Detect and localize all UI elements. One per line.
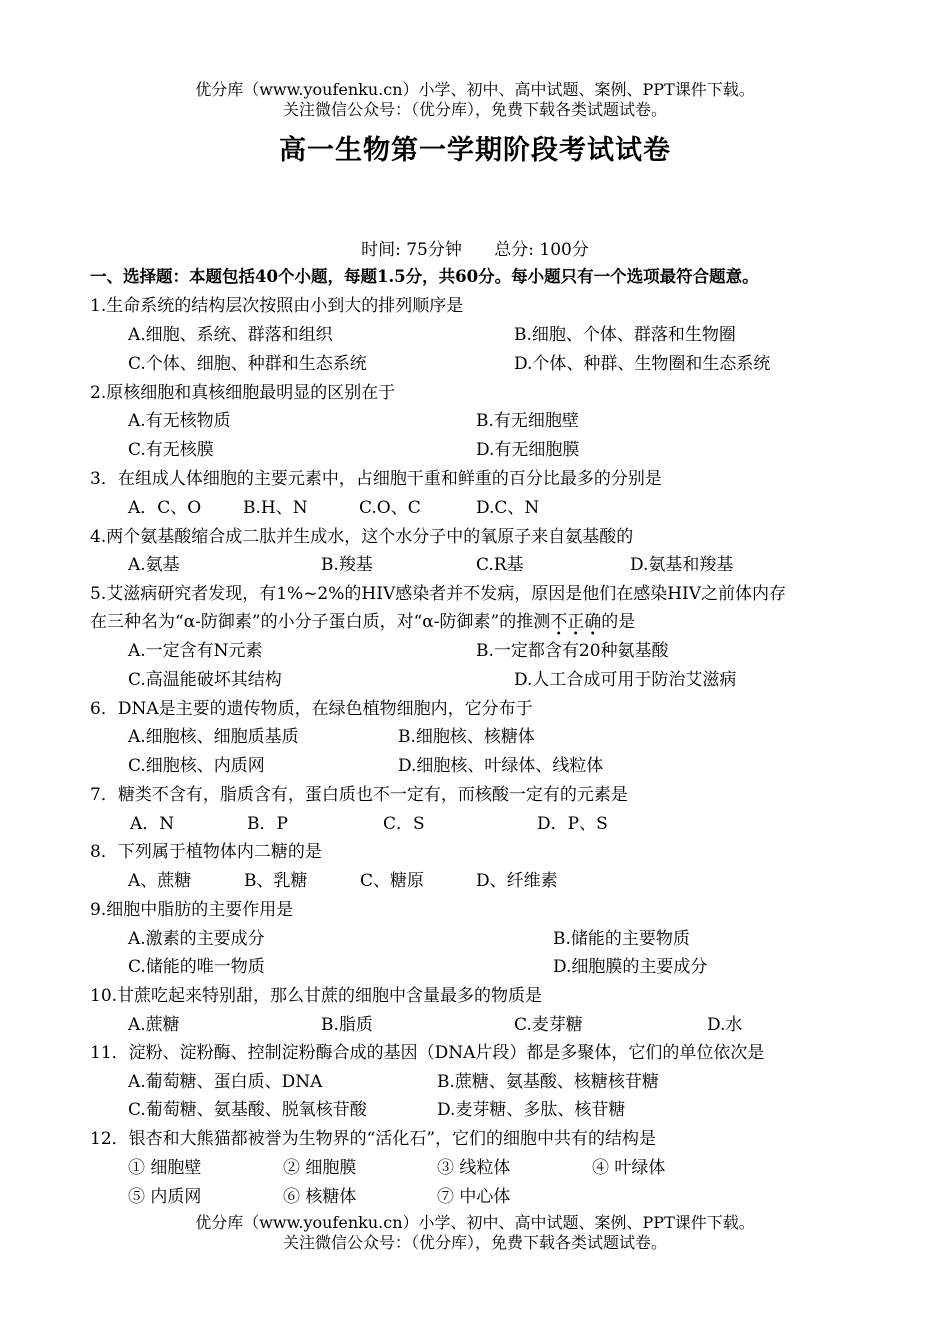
emphasis-char-3: 确 bbox=[584, 612, 602, 632]
question-1-stem: 1.生命系统的结构层次按照由小到大的排列顺序是 bbox=[90, 296, 464, 316]
question-9-option-c: C.储能的唯一物质 bbox=[128, 957, 265, 977]
page-title: 高一生物第一学期阶段考试试卷 bbox=[279, 135, 671, 166]
question-1-option-c: C.个体、细胞、种群和生态系统 bbox=[128, 354, 367, 374]
question-11-option-d: D.麦芽糖、多肽、核苷糖 bbox=[437, 1100, 626, 1120]
question-12-item-1: ① 细胞壁 bbox=[128, 1158, 202, 1178]
question-5-emphasis bbox=[550, 612, 601, 632]
question-4-stem: 4.两个氨基酸缩合成二肽并生成水，这个水分子中的氧原子来自氨基酸的 bbox=[90, 527, 634, 547]
question-8-stem: 8．下列属于植物体内二糖的是 bbox=[90, 842, 322, 862]
question-2-option-a: A.有无核物质 bbox=[128, 411, 231, 431]
question-12-item-4: ④ 叶绿体 bbox=[592, 1158, 666, 1178]
question-1-option-b: B.细胞、个体、群落和生物圈 bbox=[514, 325, 736, 345]
question-5-stem-part-c: 的是 bbox=[601, 612, 636, 632]
question-10-option-d: D.水 bbox=[707, 1015, 743, 1035]
question-5-stem: 5.艾滋病研究者发现，有1%~2%的HIV感染者并不发病，原因是他们在感染HIV之前体内存 bbox=[90, 584, 787, 604]
question-5-stem-continued bbox=[90, 612, 635, 632]
question-12-item-3: ③ 线粒体 bbox=[437, 1158, 511, 1178]
question-4-option-d: D.氨基和羧基 bbox=[630, 555, 734, 575]
question-3-option-a: A．C、O bbox=[128, 498, 202, 518]
question-7-option-a: A．N bbox=[130, 814, 175, 834]
question-5-option-b: B.一定都含有20种氨基酸 bbox=[476, 641, 669, 661]
question-7-stem: 7．糖类不含有，脂质含有，蛋白质也不一定有，而核酸一定有的元素是 bbox=[90, 785, 628, 805]
question-3-option-c: C.O、C bbox=[359, 498, 421, 518]
question-6-option-c: C.细胞核、内质网 bbox=[128, 756, 265, 776]
emphasis-char-1: 不 bbox=[550, 612, 568, 632]
question-3-option-d: D.C、N bbox=[476, 498, 540, 518]
question-7-option-b: B．P bbox=[247, 814, 288, 834]
question-12-stem: 12．银杏和大熊猫都被誉为生物界的“活化石”，它们的细胞中共有的结构是 bbox=[90, 1129, 657, 1149]
header-line-1: 优分库（www.youfenku.cn）小学、初中、高中试题、案例、PPT课件下载。 bbox=[195, 80, 755, 99]
question-10-option-a: A.蔗糖 bbox=[128, 1015, 180, 1035]
question-11-option-c: C.葡萄糖、氨基酸、脱氧核苷酸 bbox=[128, 1100, 367, 1120]
question-12-item-7: ⑦ 中心体 bbox=[437, 1187, 511, 1207]
emphasis-char-2: 正 bbox=[567, 612, 585, 632]
question-12-item-2: ② 细胞膜 bbox=[283, 1158, 357, 1178]
question-11-option-b: B.蔗糖、氨基酸、核糖核苷糖 bbox=[437, 1072, 659, 1092]
question-5-option-c: C.高温能破坏其结构 bbox=[128, 670, 282, 690]
question-6-option-a: A.细胞核、细胞质基质 bbox=[128, 727, 299, 747]
question-7-option-d: D．P、S bbox=[537, 814, 608, 834]
question-6-stem: 6．DNA是主要的遗传物质，在绿色植物细胞内，它分布于 bbox=[90, 699, 533, 719]
question-2-stem: 2.原核细胞和真核细胞最明显的区别在于 bbox=[90, 383, 396, 403]
question-1-option-d: D.个体、种群、生物圈和生态系统 bbox=[514, 354, 771, 374]
header-line-2: 关注微信公众号：（优分库），免费下载各类试题试卷。 bbox=[282, 100, 667, 119]
question-11-option-a: A.葡萄糖、蛋白质、DNA bbox=[128, 1072, 323, 1092]
question-3-option-b: B.H、N bbox=[243, 498, 308, 518]
question-9-option-b: B.储能的主要物质 bbox=[553, 929, 690, 949]
footer-line-1: 优分库（www.youfenku.cn）小学、初中、高中试题、案例、PPT课件下载。 bbox=[195, 1213, 755, 1232]
question-5-option-a: A.一定含有N元素 bbox=[128, 641, 263, 661]
question-6-option-d: D.细胞核、叶绿体、线粒体 bbox=[398, 756, 604, 776]
question-10-stem: 10.甘蔗吃起来特别甜，那么甘蔗的细胞中含量最多的物质是 bbox=[90, 986, 543, 1006]
question-4-option-a: A.氨基 bbox=[128, 555, 180, 575]
question-2-option-b: B.有无细胞壁 bbox=[476, 411, 579, 431]
question-8-option-a: A、蔗糖 bbox=[128, 871, 192, 891]
section-heading: 一、选择题：本题包括40个小题，每题1.5分，共60分。每小题只有一个选项最符合题意。 bbox=[90, 267, 759, 286]
question-8-option-b: B、乳糖 bbox=[244, 871, 308, 891]
question-3-stem: 3．在组成人体细胞的主要元素中，占细胞干重和鲜重的百分比最多的分别是 bbox=[90, 469, 662, 489]
question-9-option-a: A.激素的主要成分 bbox=[128, 929, 265, 949]
question-2-option-c: C.有无核膜 bbox=[128, 440, 214, 460]
question-4-option-c: C.R基 bbox=[476, 555, 524, 575]
question-10-option-c: C.麦芽糖 bbox=[514, 1015, 583, 1035]
question-4-option-b: B.羧基 bbox=[321, 555, 373, 575]
question-12-item-5: ⑤ 内质网 bbox=[128, 1187, 202, 1207]
question-12-item-6: ⑥ 核糖体 bbox=[283, 1187, 357, 1207]
question-8-option-c: C、糖原 bbox=[360, 871, 425, 891]
question-8-option-d: D、纤维素 bbox=[476, 871, 558, 891]
footer-line-2: 关注微信公众号：（优分库），免费下载各类试题试卷。 bbox=[282, 1233, 667, 1252]
question-10-option-b: B.脂质 bbox=[321, 1015, 373, 1035]
question-5-stem-part-a: 在三种名为“α-防御素”的小分子蛋白质，对“α-防御素”的推测 bbox=[90, 612, 551, 632]
question-5-option-d: D.人工合成可用于防治艾滋病 bbox=[514, 670, 737, 690]
question-6-option-b: B.细胞核、核糖体 bbox=[398, 727, 535, 747]
question-11-stem: 11．淀粉、淀粉酶、控制淀粉酶合成的基因（DNA片段）都是多聚体，它们的单位依次是 bbox=[90, 1043, 765, 1063]
question-2-option-d: D.有无细胞膜 bbox=[476, 440, 580, 460]
question-7-option-c: C．S bbox=[383, 814, 425, 834]
question-9-stem: 9.细胞中脂肪的主要作用是 bbox=[90, 900, 294, 920]
question-1-option-a: A.细胞、系统、群落和组织 bbox=[128, 325, 333, 345]
exam-meta: 时间: 75分钟 总分: 100分 bbox=[361, 240, 589, 260]
question-9-option-d: D.细胞膜的主要成分 bbox=[553, 957, 708, 977]
